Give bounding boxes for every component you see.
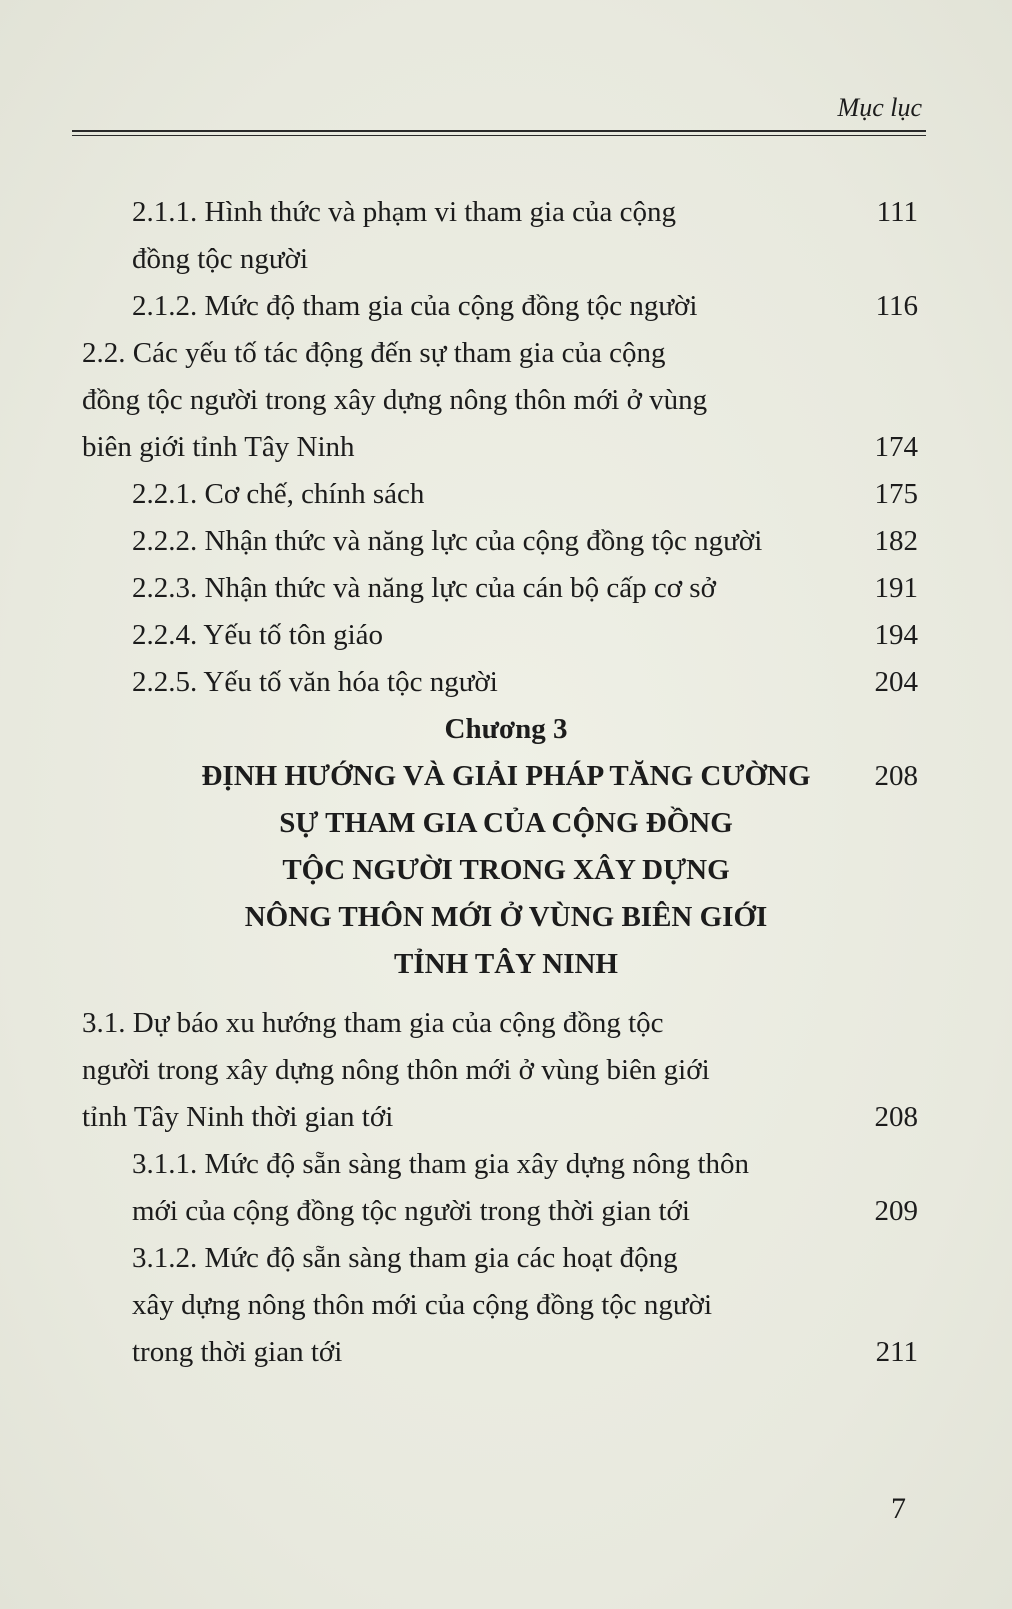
toc-page-number: 211 — [875, 1336, 918, 1368]
chapter-title-line: TỘC NGƯỜI TRONG XÂY DỰNG — [282, 854, 730, 886]
toc-page-number: 111 — [876, 196, 918, 228]
toc-page-number: 182 — [874, 525, 918, 557]
running-header: Mục lục — [837, 93, 922, 122]
toc-page-number: 191 — [874, 572, 918, 604]
toc-page-number: 174 — [874, 431, 918, 463]
toc-entry-line: đồng tộc người trong xây dựng nông thôn mới ở vùng — [82, 384, 708, 416]
toc-entry-line: 2.1.2. Mức độ tham gia của cộng đồng tộc người — [132, 290, 698, 322]
toc-entry-line: mới của cộng đồng tộc người trong thời gian tới — [132, 1195, 690, 1227]
toc-page-number: 204 — [874, 666, 918, 698]
toc-entry-line: xây dựng nông thôn mới của cộng đồng tộc người — [132, 1289, 712, 1321]
chapter-page-number: 208 — [874, 760, 918, 792]
toc-page-number: 175 — [874, 478, 918, 510]
toc-entry-line: 2.1.1. Hình thức và phạm vi tham gia của cộng — [132, 196, 677, 228]
chapter-label: Chương 3 — [444, 713, 568, 745]
toc-entry-line: 2.2.1. Cơ chế, chính sách — [132, 478, 425, 510]
toc-entry-line: đồng tộc người — [132, 243, 309, 275]
toc-entry-line: 3.1.1. Mức độ sẵn sàng tham gia xây dựng nông thôn — [132, 1148, 750, 1180]
toc-page-number: 194 — [874, 619, 918, 651]
page-number: 7 — [891, 1492, 906, 1525]
toc-entry-line: người trong xây dựng nông thôn mới ở vùng biên giới — [82, 1054, 710, 1086]
toc-entry-line: 3.1. Dự báo xu hướng tham gia của cộng đồng tộc — [82, 1007, 664, 1039]
chapter-title-line: ĐỊNH HƯỚNG VÀ GIẢI PHÁP TĂNG CƯỜNG — [201, 760, 811, 792]
toc-entry-line: tỉnh Tây Ninh thời gian tới — [82, 1101, 394, 1133]
toc-page-number: 116 — [875, 290, 918, 322]
toc-page-number: 208 — [874, 1101, 918, 1133]
chapter-title-line: TỈNH TÂY NINH — [394, 948, 618, 980]
chapter-title-line: NÔNG THÔN MỚI Ở VÙNG BIÊN GIỚI — [244, 901, 768, 933]
chapter-title-line: SỰ THAM GIA CỦA CỘNG ĐỒNG — [279, 807, 733, 839]
toc-entry-line: 2.2.4. Yếu tố tôn giáo — [132, 619, 384, 651]
toc-entry-line: 2.2.5. Yếu tố văn hóa tộc người — [132, 666, 498, 698]
toc-entry-line: 2.2.2. Nhận thức và năng lực của cộng đồng tộc người — [132, 525, 763, 557]
toc-entry-line: 2.2. Các yếu tố tác động đến sự tham gia của cộng — [82, 337, 666, 369]
toc-entry-line: 3.1.2. Mức độ sẵn sàng tham gia các hoạt động — [132, 1242, 678, 1274]
toc-entry-line: trong thời gian tới — [132, 1336, 343, 1368]
toc-entry-line: 2.2.3. Nhận thức và năng lực của cán bộ cấp cơ sở — [132, 572, 716, 604]
toc-entry-line: biên giới tỉnh Tây Ninh — [82, 431, 355, 463]
toc-page-number: 209 — [874, 1195, 918, 1227]
